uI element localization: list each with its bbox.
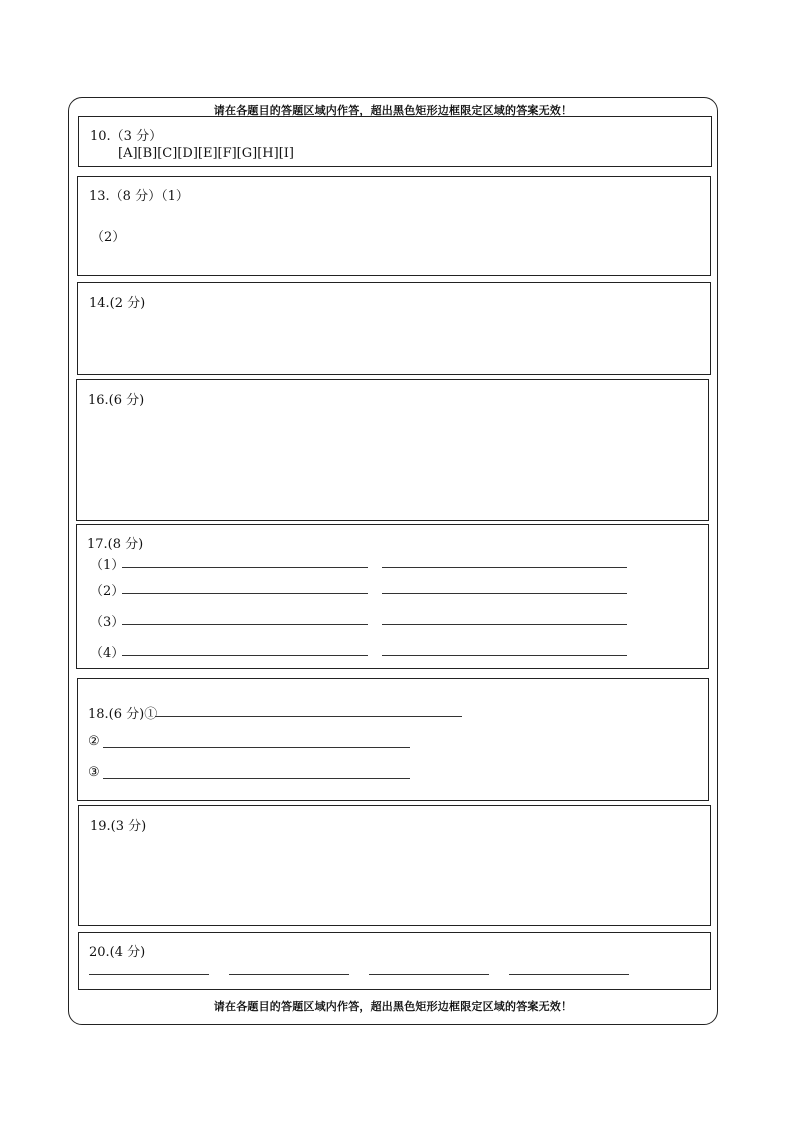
q17-part-3-label: （3） [90,615,125,630]
q17-part-1-label: （1） [90,558,125,573]
q17-part-2-label: （2） [90,584,125,599]
q13-box [77,176,711,276]
q14-title: 14.(2 分) [89,296,146,311]
q17-part-1-answer-a[interactable] [122,567,368,568]
q20-box [78,932,711,990]
bottom-notice: 请在各题目的答题区域内作答，超出黑色矩形边框限定区域的答案无效！ [213,1000,573,1013]
q20-answer-2[interactable] [229,974,349,975]
q17-part-3-answer-a[interactable] [122,624,368,625]
q18-part-1-answer[interactable] [155,716,462,717]
q18-part-2-answer[interactable] [103,747,410,748]
q16-title: 16.(6 分) [88,393,145,408]
q17-part-1-answer-b[interactable] [382,567,627,568]
q10-title: 10.（3 分） [90,129,163,144]
q18-part-3-label: ③ [88,765,100,780]
q13-part-2: （2） [91,230,126,245]
q18-box [77,678,709,801]
q17-title: 17.(8 分) [87,537,144,552]
q17-part-4-answer-b[interactable] [382,655,627,656]
q14-box [77,282,711,375]
q20-answer-4[interactable] [509,974,629,975]
q17-part-4-label: （4） [90,646,125,661]
q17-part-4-answer-a[interactable] [122,655,368,656]
q20-answer-3[interactable] [369,974,489,975]
q10-box [78,116,712,167]
q20-answer-1[interactable] [89,974,209,975]
q17-part-2-answer-a[interactable] [122,593,368,594]
q17-part-2-answer-b[interactable] [382,593,627,594]
q19-title: 19.(3 分) [90,819,147,834]
q18-part-2-label: ② [88,734,100,749]
q18-part-3-answer[interactable] [103,778,410,779]
q16-box [76,379,709,521]
q18-title: 18.(6 分)① [88,707,158,722]
q19-box [78,805,711,926]
q13-title: 13.（8 分）（1） [89,189,189,204]
q17-box [76,524,709,669]
q20-title: 20.(4 分) [89,945,146,960]
q17-part-3-answer-b[interactable] [382,624,627,625]
top-notice: 请在各题目的答题区域内作答，超出黑色矩形边框限定区域的答案无效！ [213,104,573,117]
q10-choices[interactable]: [A][B][C][D][E][F][G][H][I] [118,146,294,161]
